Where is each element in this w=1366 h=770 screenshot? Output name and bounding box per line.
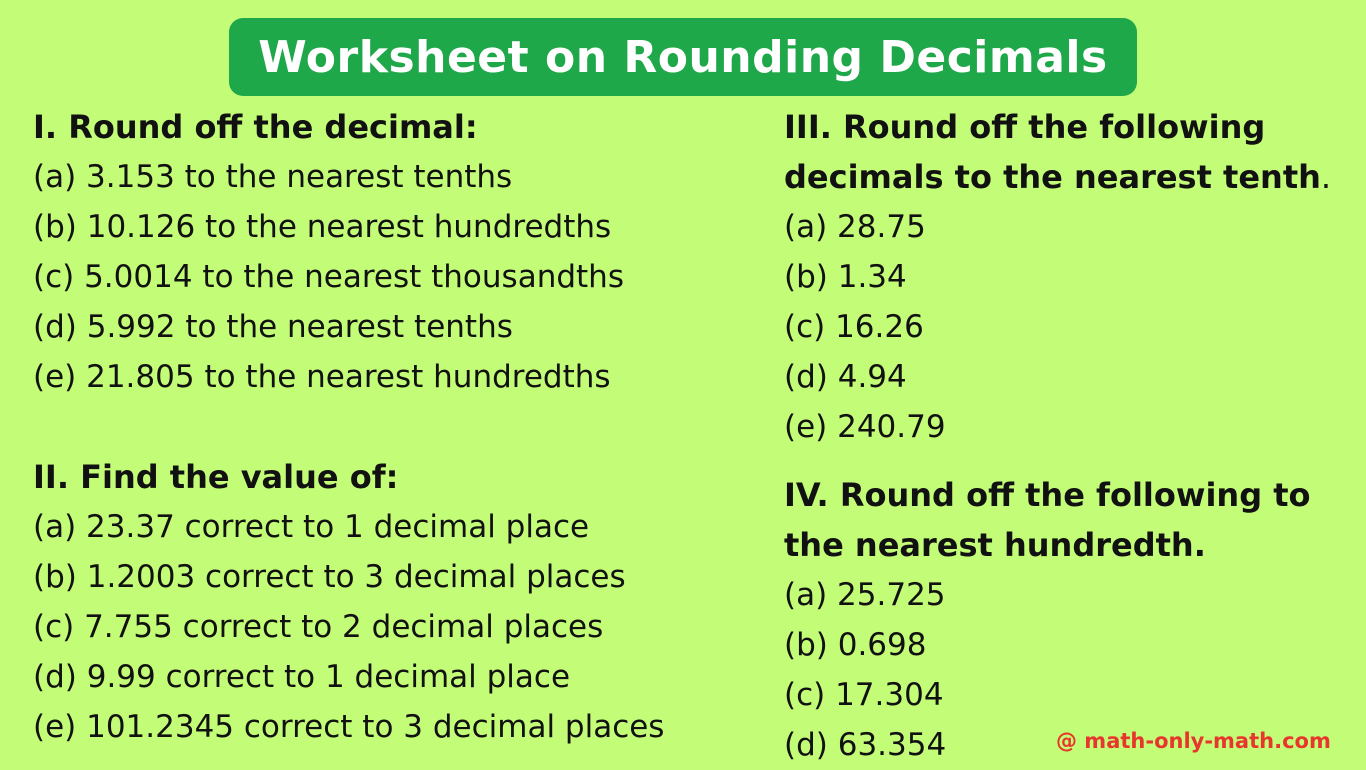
section-4-item: (a) 25.725: [784, 577, 946, 613]
section-1-item: (e) 21.805 to the nearest hundredths: [33, 359, 611, 395]
right-column: [784, 102, 1344, 770]
section-2-item: (d) 9.99 correct to 1 decimal place: [33, 659, 571, 695]
section-3-heading-line-1: III. Round off the following: [784, 108, 1266, 146]
section-3-item: (e) 240.79: [784, 409, 946, 445]
section-3-item: (d) 4.94: [784, 359, 907, 395]
section-spacer: [784, 452, 1344, 470]
left-column: [33, 102, 753, 752]
section-4-item: (b) 0.698: [784, 627, 927, 663]
section-2-item: (b) 1.2003 correct to 3 decimal places: [33, 559, 626, 595]
section-2-heading: II. Find the value of:: [33, 458, 399, 496]
section-2-item: (c) 7.755 correct to 2 decimal places: [33, 609, 604, 645]
title-banner: [229, 18, 1137, 96]
section-3-heading-period: .: [1320, 158, 1332, 196]
section-2-item: (e) 101.2345 correct to 3 decimal places: [33, 709, 665, 745]
section-spacer: [33, 402, 753, 452]
section-3-item: (a) 28.75: [784, 209, 926, 245]
section-1-heading: I. Round off the decimal:: [33, 108, 478, 146]
section-3-heading-line-2: [784, 152, 1344, 202]
section-1-item: (b) 10.126 to the nearest hundredths: [33, 209, 612, 245]
page-title: Worksheet on Rounding Decimals: [258, 31, 1108, 83]
section-3-item: (b) 1.34: [784, 259, 907, 295]
section-1-item: (d) 5.992 to the nearest tenths: [33, 309, 513, 345]
section-2-item: (a) 23.37 correct to 1 decimal place: [33, 509, 590, 545]
section-4-heading-line-1: IV. Round off the following to: [784, 476, 1311, 514]
section-4-heading-line-2: the nearest hundredth.: [784, 526, 1206, 564]
section-1-item: (c) 5.0014 to the nearest thousandths: [33, 259, 624, 295]
section-3-item: (c) 16.26: [784, 309, 924, 345]
section-4-item: (c) 17.304: [784, 677, 944, 713]
section-3-heading-text: decimals to the nearest tenth: [784, 158, 1321, 196]
section-4-item: (d) 63.354: [784, 727, 947, 763]
site-watermark: @ math-only-math.com: [1056, 729, 1331, 753]
section-1-item: (a) 3.153 to the nearest tenths: [33, 159, 513, 195]
